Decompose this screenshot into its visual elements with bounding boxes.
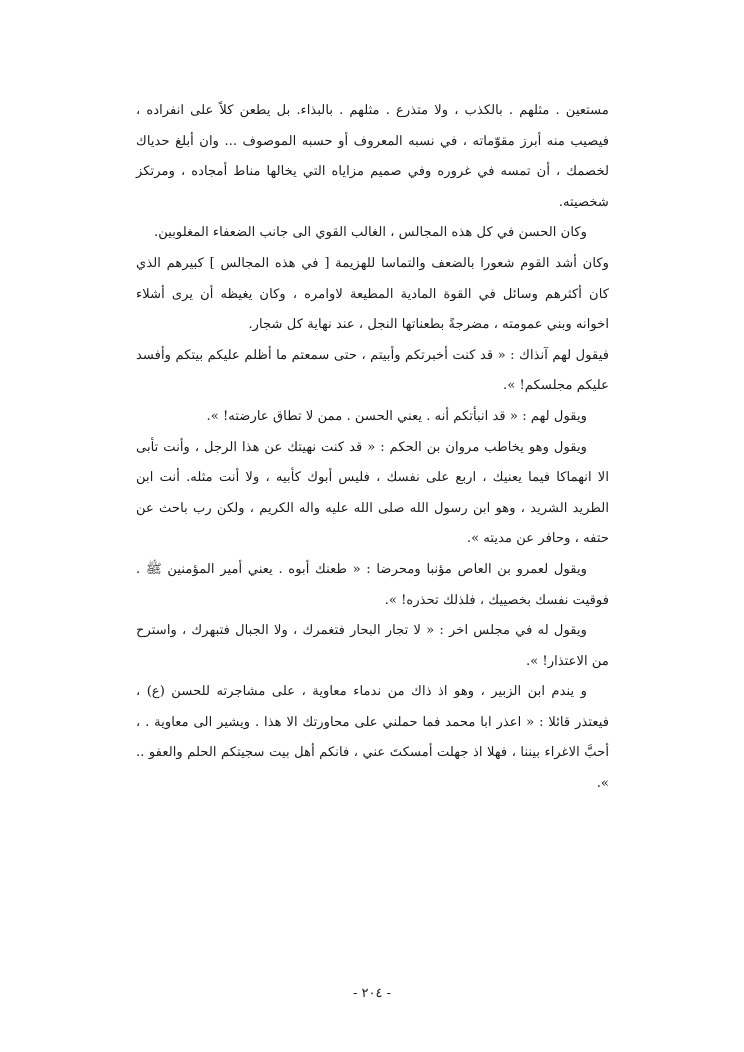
paragraph-9: و يندم ابن الزبير ، وهو اذ ذاك من ندماء معاوية ، على مشاجرته للحسن (ع) ، فيعتذر قائلا : « اعذر ابا محمد فما حملني على محاورتك الا هذا . ويشير الى معاوية . ، أحبَّ الاغراء بيننا ، فهلا اذ جهلت أمسكتَ عني ، فانكم أهل بيت سجيتكم الحلم والعفو .. ». — [136, 684, 609, 792]
paragraph-6: ويقول وهو يخاطب مروان بن الحكم : « قد كنت نهيتك عن هذا الرجل ، وأنت تأبى الا انهماكا فيما يعنيك ، اربع على نفسك ، فليس أبوك كأبيه ، ولا أنت مثله. أنت ابن الطريد الشريد ، وهو ابن رسول الله صلى الله عليه واله الكريم ، ولكن رب باحث عن حتفه ، وحافر عن مديته ». — [136, 439, 609, 547]
page-number: - ٢٠٤ - — [352, 986, 391, 1001]
page-body — [136, 96, 609, 800]
paragraph-2: وكان الحسن في كل هذه المجالس ، الغالب القوي الى جانب الضعفاء المغلوبين. — [154, 225, 587, 241]
paragraph-8: ويقول له في مجلس اخر : « لا تجار البحار فتغمرك ، ولا الجبال فتبهرك ، واسترح من الاعتذار! ». — [136, 623, 609, 669]
paragraph-7: ويقول لعمرو بن العاص مؤنبا ومحرضا : « طعنك أبوه . يعني أمير المؤمنين ﷺ . فوقيت نفسك بخصييك ، فلذلك تحذره! ». — [136, 561, 609, 608]
paragraph-5: ويقول لهم : « قد انبأتكم أنه . يعني الحسن . ممن لا تطاق عارضته! ». — [206, 408, 587, 424]
paragraph-4: فيقول لهم آنذاك : « قد كنت أخبرتكم وأبيتم ، حتى سمعتم ما أظلم عليكم بيتكم وأفسد عليكم مجلسكم! ». — [136, 347, 609, 394]
paragraph-1: مستعين . مثلهم . بالكذب ، ولا متذرع . مثلهم . بالبذاء. بل يطعن كلاً على انفراده ، فيصيب منه أبرز مقوّماته ، في نسبه المعروف أو حسبه الموصوف ... وان أبلغ حدياك لخصمك ، أن تمسه في غروره وفي صميم مزاياه التي يخالها مناط أمجاده ، ومرتكز شخصيته. — [136, 103, 609, 210]
paragraph-3: وكان أشد القوم شعورا بالضعف والتماسا للهزيمة [ في هذه المجالس ] كبيرهم الذي كان أكثرهم وسائل في القوة المادية المطيعة لاوامره ، وكان يغيظه أن يرى أشلاء اخوانه وبني عمومته ، مضرجةً بطعناتها النجل ، عند نهاية كل شجار. — [136, 255, 609, 333]
